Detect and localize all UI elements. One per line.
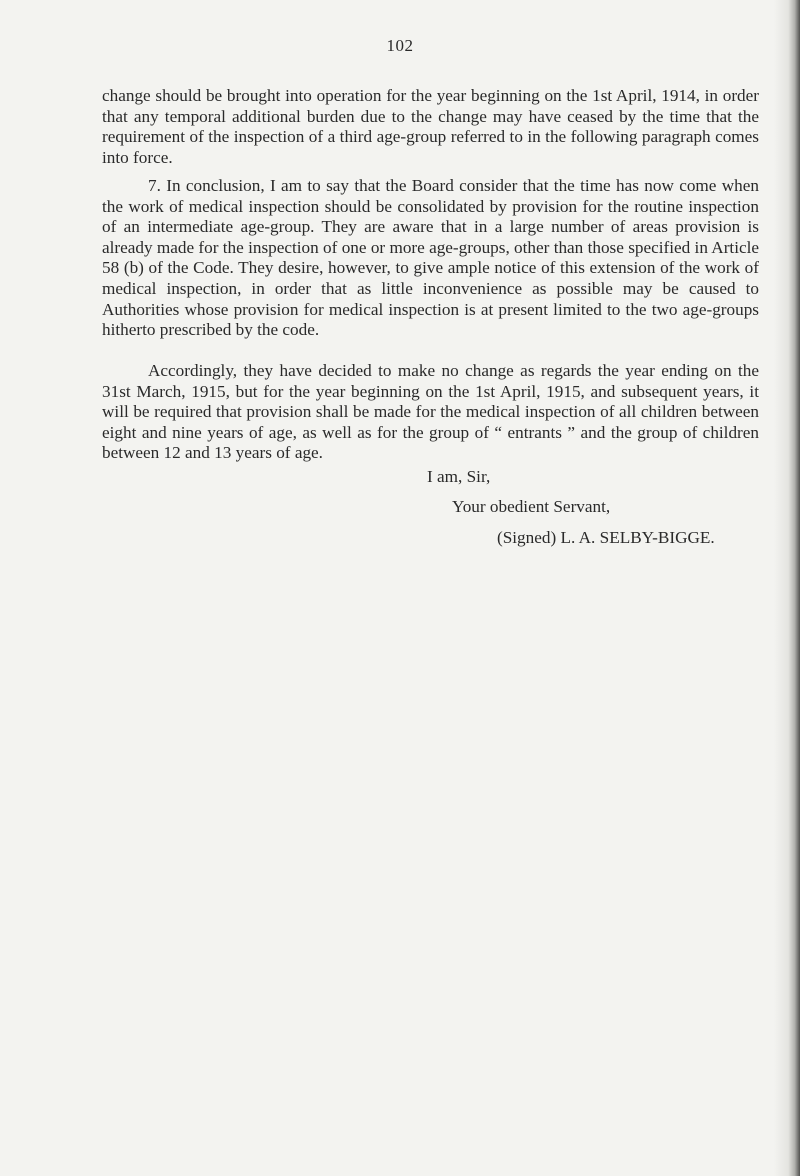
paragraph-text: change should be brought into operation for the year beginning on the 1st April, 1914, in order that any temporal additional burden due to the change may have ceased by the time that the requirement of the inspection of a third age-group referred to in the following paragraph comes into force. [102,86,759,167]
page-number: 102 [386,36,414,55]
signature-line: (Signed) L. A. SELBY-BIGGE. [497,528,715,547]
closing-salutation: I am, Sir, [427,467,491,486]
body-paragraph-3 [102,361,759,464]
paragraph-text: 7. In conclusion, I am to say that the Board consider that the time has now come when the work of medical inspection should be consolidated by provision for the routine inspection of an intermediate age-group. They are aware that in a large number of areas provision is already made for the inspection of one or more age-groups, other than those specified in Article 58 (b) of the Code. They desire, however, to give ample notice of this extension of the work of medical inspection, in order that as little inconvenience as possible may be caused to Authorities whose provision for medical inspection is at present limited to the two age-groups hitherto prescribed by the code. [102,176,759,340]
paragraph-text: Accordingly, they have decided to make no change as regards the year ending on the 31st March, 1915, but for the year beginning on the 1st April, 1915, and subsequent years, it will be required that provision shall be made for the medical inspection of all children between eight and nine years of age, as well as for the group of “ entrants ” and the group of children between 12 and 13 years of age. [102,361,759,463]
page-edge-shadow [774,0,800,1176]
body-paragraph-1 [102,86,759,168]
closing-valediction: Your obedient Servant, [452,497,611,516]
body-paragraph-2 [102,176,759,341]
